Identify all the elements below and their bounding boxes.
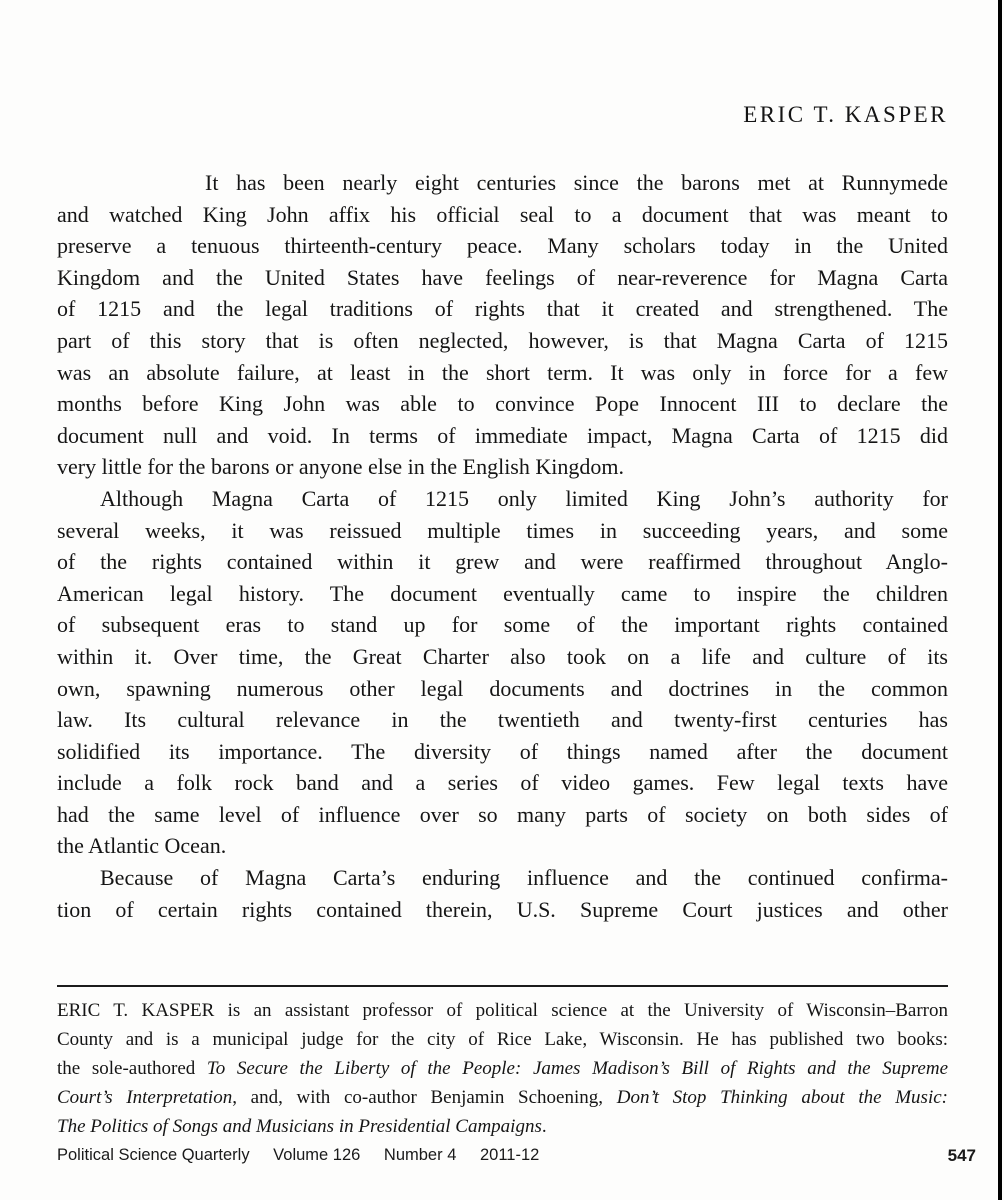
footnote-text: , and, with co-author Benjamin Schoening,: [232, 1087, 617, 1108]
author-bio-footnote: [57, 996, 948, 1141]
text-line: Kingdom and the United States have feelings of near-reverence for Magna Carta: [57, 264, 948, 290]
text-line: include a folk rock band and a series of video games. Few legal texts have: [57, 770, 948, 796]
text-line: of subsequent eras to stand up for some of the important rights contained: [57, 612, 948, 638]
text-line: of the rights contained within it grew and were reaffirmed throughout Anglo-: [57, 549, 948, 575]
text-line: American legal history. The document eventually came to inspire the children: [57, 580, 948, 606]
page-number: 547: [947, 1146, 976, 1165]
book-title-italic: The Politics of Songs and Musicians in Presidential Campaigns: [57, 1116, 542, 1137]
book-title-italic: To Secure the Liberty of the People: James Madison’s Bill of Rights and the Supreme: [206, 1058, 948, 1079]
footnote-text: the sole-authored: [57, 1058, 207, 1079]
text-line: Because of Magna Carta’s enduring influence and the continued confirma-: [100, 865, 948, 891]
year-label: 2011-12: [479, 1146, 540, 1164]
scan-edge-artifact: [998, 0, 1002, 1200]
text-line: had the same level of influence over so many parts of society on both sides of: [57, 801, 948, 827]
text-line: tion of certain rights contained therein, U.S. Supreme Court justices and other: [57, 896, 948, 922]
paragraph-1: [57, 167, 948, 483]
issue-label: Number 4: [383, 1146, 457, 1164]
text-line: own, spawning numerous other legal documents and doctrines in the common: [57, 675, 948, 701]
text-line: document null and void. In terms of immediate impact, Magna Carta of 1215 did: [57, 422, 948, 448]
text-line: very little for the barons or anyone else in the English Kingdom.: [57, 454, 624, 480]
footnote-line: [57, 996, 948, 1025]
text-line: was an absolute failure, at least in the short term. It was only in force for a few: [57, 359, 948, 385]
footnote-divider: [57, 985, 948, 987]
volume-label: Volume 126: [273, 1146, 361, 1164]
text-line: Although Magna Carta of 1215 only limited King John’s authority for: [100, 485, 948, 511]
text-line: solidified its importance. The diversity of things named after the document: [57, 738, 948, 764]
paragraph-3: [57, 862, 948, 925]
text-line: and watched King John affix his official seal to a document that was meant to: [57, 201, 948, 227]
journal-title: Political Science Quarterly: [57, 1146, 250, 1164]
footnote-line: [57, 1083, 948, 1112]
book-title-italic: Court’s Interpretation: [57, 1087, 233, 1108]
footnote-text: .: [541, 1116, 547, 1137]
author-header: ERIC T. KASPER: [743, 102, 948, 127]
footnote-line: [57, 1112, 948, 1141]
text-line: months before King John was able to convince Pope Innocent III to declare the: [57, 391, 948, 417]
footnote-text: County and is a municipal judge for the city of Rice Lake, Wisconsin. He has published two books:: [57, 1029, 948, 1050]
footnote-line: [57, 1025, 948, 1054]
text-line: of 1215 and the legal traditions of rights that it created and strengthened. The: [57, 296, 948, 322]
book-title-italic: Don’t Stop Thinking about the Music:: [616, 1087, 948, 1108]
text-line: part of this story that is often neglected, however, is that Magna Carta of 1215: [57, 327, 948, 353]
footnote-text: ERIC T. KASPER is an assistant professor of political science at the University of Wisconsin–Barron: [57, 1000, 948, 1021]
text-line: several weeks, it was reissued multiple times in succeeding years, and some: [57, 517, 948, 543]
text-line: law. Its cultural relevance in the twentieth and twenty-first centuries has: [57, 707, 948, 733]
page-footer: [57, 1146, 976, 1166]
paragraph-2: [57, 483, 948, 862]
text-line: within it. Over time, the Great Charter also took on a life and culture of its: [57, 643, 948, 669]
footnote-line: [57, 1054, 948, 1083]
text-line: the Atlantic Ocean.: [57, 833, 227, 859]
text-line: It has been nearly eight centuries since the barons met at Runnymede: [205, 170, 948, 195]
text-line: preserve a tenuous thirteenth-century peace. Many scholars today in the United: [57, 233, 948, 259]
article-body: [57, 167, 948, 925]
